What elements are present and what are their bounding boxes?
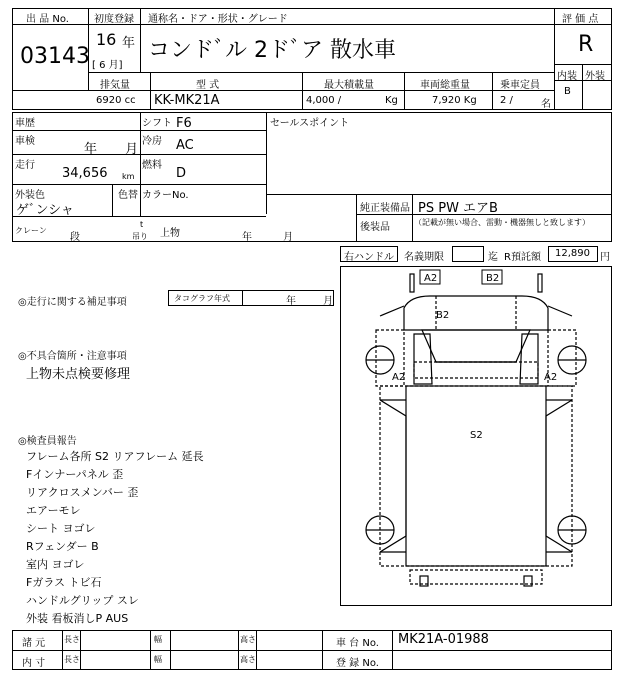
name-change-label: 名義期限 <box>404 252 444 263</box>
mileage-value: 34,656 <box>62 166 108 181</box>
length-label: 長さ <box>64 635 80 644</box>
shift-value: F6 <box>176 116 192 131</box>
gross-weight-label: 車両総重量 <box>420 80 470 91</box>
capacity-unit: 名 <box>541 99 551 110</box>
divider <box>62 630 63 670</box>
body-value: 年 月 <box>242 232 294 243</box>
steering-value: 右ハンドル <box>344 252 394 263</box>
equipment-label: 純正装備品 <box>360 203 410 214</box>
damage-mark: S2 <box>470 430 483 441</box>
mirror-left-icon <box>410 274 414 292</box>
divider <box>12 650 612 651</box>
bar-label: 迄 <box>488 252 498 263</box>
dims-row-label: 内 寸 <box>22 658 46 669</box>
ac-value: AC <box>176 138 194 153</box>
lot-no-label: 出 品 No. <box>26 14 69 25</box>
first-reg-label: 初度登録 <box>94 14 134 25</box>
divider <box>412 194 413 242</box>
max-load-unit: Kg <box>385 95 398 106</box>
model-value: KK-MK21A <box>154 93 220 108</box>
aftermarket-label: 後装品 <box>360 222 390 233</box>
divider <box>492 72 493 110</box>
equipment-value: PS PW エアB <box>418 201 498 216</box>
inspector-note: 外装 看板消しP AUS <box>26 612 129 625</box>
divider <box>88 90 554 91</box>
damage-mark: B2 <box>436 310 450 321</box>
divider <box>12 184 266 185</box>
damage-mark: B2 <box>486 273 500 284</box>
windshield-outline <box>422 330 530 362</box>
mileage-unit: km <box>122 172 135 181</box>
inspector-note: エアーモレ <box>26 504 81 517</box>
width-label: 幅 <box>154 635 162 644</box>
cab-roof-outline <box>404 296 548 330</box>
stage-label: 段 <box>70 232 80 243</box>
damage-mark: A2 <box>392 372 406 383</box>
interior-grade: B <box>564 86 571 97</box>
driving-label: ◎走行に関する補足事項 <box>18 297 127 308</box>
specs-row-label: 諸 元 <box>22 638 46 649</box>
height-label: 高さ <box>240 655 256 664</box>
divider <box>150 72 151 110</box>
car-name: コンドﾞル 2ドﾞア 散水車 <box>148 38 396 63</box>
divider <box>80 630 81 670</box>
chassis-no-label: 車 台 No. <box>336 638 379 649</box>
fuel-value: D <box>176 166 187 181</box>
divider <box>12 154 266 155</box>
divider <box>256 630 257 670</box>
inspector-note: フレーム各所 S2 リアフレーム 延長 <box>26 450 204 463</box>
divider <box>404 72 405 110</box>
divider <box>302 72 303 110</box>
inspector-note: ハンドルグリップ スレ <box>26 594 139 607</box>
max-load-label: 最大積載量 <box>324 80 374 91</box>
r-unit: 円 <box>600 252 610 263</box>
inspector-note: Fガラス トビ石 <box>26 576 102 589</box>
divider <box>238 630 239 670</box>
exterior-color-value: ゲﾞンシャ <box>16 203 74 218</box>
sales-point-label: セールスポイント <box>270 118 350 129</box>
height-label: 高さ <box>240 635 256 644</box>
mileage-label: 走行 <box>15 160 35 171</box>
grade-value: R <box>578 32 594 57</box>
divider <box>356 194 357 242</box>
max-load-value: 4,000 / <box>306 95 342 106</box>
length-label: 長さ <box>64 655 80 664</box>
tachograph-value: 年 月 <box>286 296 334 307</box>
history-label: 車歴 <box>15 118 35 129</box>
width-label: 幅 <box>154 655 162 664</box>
model-label: 型 式 <box>196 80 220 91</box>
chassis-no-value: MK21A-01988 <box>398 632 489 647</box>
inspector-note: 室内 ヨゴレ <box>26 558 85 571</box>
mirror-right-icon <box>538 274 542 292</box>
inspector-note: シート ヨゴレ <box>26 522 96 535</box>
aftermarket-note: （記載が無い場合、雷動・機器無しと致します） <box>414 218 590 227</box>
year-unit: 年 <box>122 36 136 51</box>
r-amount: 12,890 <box>555 248 590 259</box>
divider <box>170 630 171 670</box>
inspection-value: 年 月 <box>84 142 139 157</box>
divider <box>140 8 141 72</box>
displacement-value: 6920 cc <box>96 95 136 106</box>
damage-mark: A2 <box>424 273 438 284</box>
lift-label: 吊り <box>132 232 148 241</box>
displacement-label: 排気量 <box>100 80 130 91</box>
capacity-value: 2 / <box>500 95 513 106</box>
divider <box>266 194 612 195</box>
tachograph-label: タコグラフ年式 <box>174 294 230 303</box>
color-no-label: 色替 <box>118 190 138 201</box>
divider <box>150 630 151 670</box>
color-no-field: カラーNo. <box>142 190 189 201</box>
divider <box>112 184 113 216</box>
inspection-label: 車検 <box>15 136 35 147</box>
divider <box>12 90 88 91</box>
crane-label: クレーン <box>15 226 47 235</box>
name-label: 通称名・ドア・形状・グレード <box>148 14 288 25</box>
month-value: [ 6 月] <box>92 60 123 71</box>
divider <box>88 72 554 73</box>
inspector-note: リアクロスメンバー 歪 <box>26 486 139 499</box>
exterior-color-label: 外装色 <box>15 190 45 201</box>
reg-no-label: 登 録 No. <box>336 658 379 669</box>
defect-line: 上物未点検要修理 <box>26 367 131 382</box>
vehicle-diagram <box>340 266 612 606</box>
divider <box>12 130 266 131</box>
damage-mark: A2 <box>544 372 558 383</box>
gross-weight-value: 7,920 Kg <box>432 95 477 106</box>
lot-no: 03143 <box>20 44 90 69</box>
r-mileage-label: R預託額 <box>504 252 541 263</box>
divider <box>322 630 323 670</box>
divider <box>392 630 393 670</box>
interior-label: 内装 <box>557 71 577 82</box>
ac-label: 冷房 <box>142 136 162 147</box>
ton-label: t <box>140 220 144 229</box>
inspector-note: Rフェンダー B <box>26 540 99 553</box>
divider <box>242 290 243 306</box>
capacity-label: 乗車定員 <box>500 80 540 91</box>
year-value: 16 <box>96 30 117 49</box>
divider <box>554 64 612 65</box>
divider <box>266 112 267 214</box>
body-label: 上物 <box>160 228 180 239</box>
fuel-label: 燃料 <box>142 160 162 171</box>
grade-label: 評 価 点 <box>562 14 599 25</box>
shift-label: シフト <box>142 118 172 129</box>
inspector-note: Fインナーパネル 歪 <box>26 468 124 481</box>
name-change-box <box>452 246 484 262</box>
defects-label: ◎不具合箇所・注意事項 <box>18 351 127 362</box>
divider <box>140 112 141 216</box>
exterior-label: 外装 <box>585 71 605 82</box>
divider <box>582 64 583 110</box>
inspector-label: ◎検査員報告 <box>18 436 77 447</box>
